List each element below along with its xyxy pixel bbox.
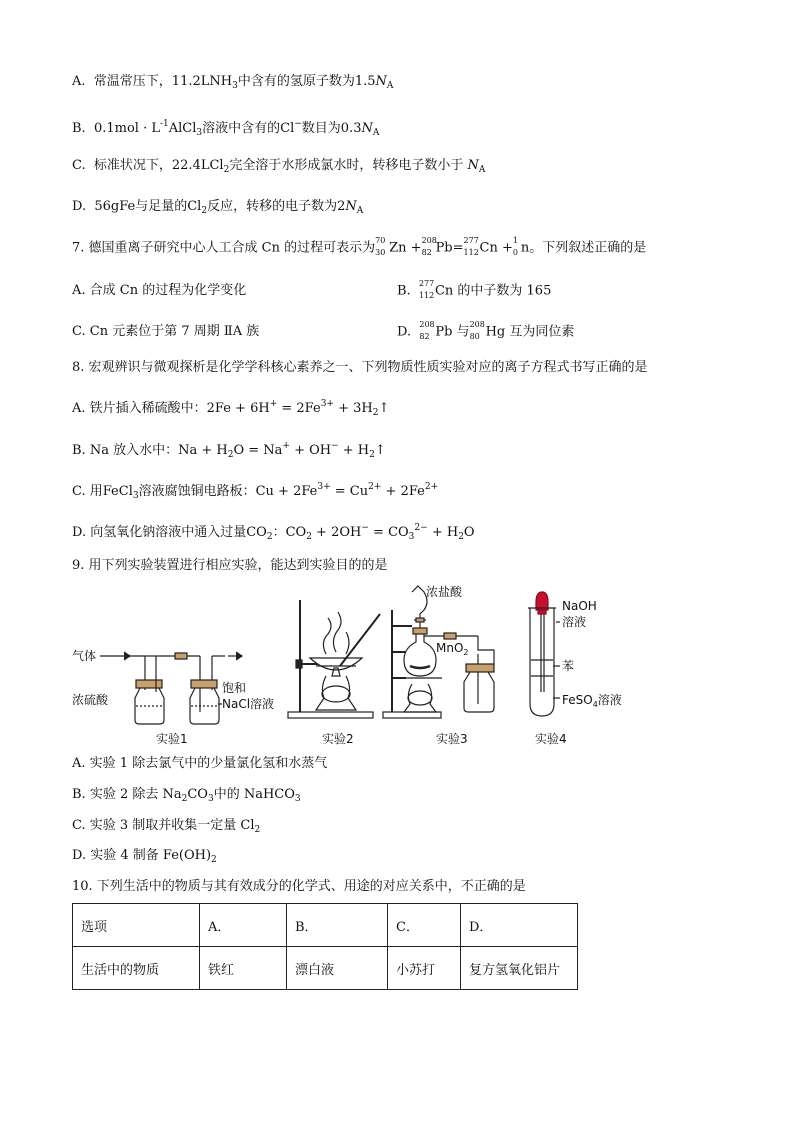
label-saturated: 饱和 [222,681,247,695]
label-nacl-solution: NaCl溶液 [222,697,275,711]
label-experiment-1: 实验1 [156,732,188,746]
table-cell: A． [200,904,287,947]
label-experiment-2: 实验2 [322,732,354,746]
label-conc-h2so4: 浓硫酸 [72,693,109,707]
experiment-2-apparatus [288,600,380,746]
q8-option-c: C. 用FeCl$_3$溶液腐蚀铜电路板：$Cu + 2Fe^{3+} = Cu^{2+} + 2Fe^{2+}$ [72,482,439,501]
q6-option-a: A. 常温常压下，$11.2LNH_3$中含有的氢原子数为$1.5N_A$ [72,74,394,91]
experiment-4-apparatus [528,592,622,746]
q7-option-c: C. Cn 元素位于第 7 周期 ⅡA 族 [72,324,260,339]
q8-option-d: D. 向氢氧化钠溶液中通入过量$CO_2$：$CO_2 + 2OH^- = CO_3^{2-} + H_2O$ [72,523,475,542]
label-naoh-solution: 溶液 [562,615,587,629]
q6-option-d: D. 56gFe与足量的$Cl_2$反应，转移的电子数为$2N_A$ [72,199,364,216]
table-cell: 复方氢氧化铝片 [461,947,578,990]
q8-stem: 8. 宏观辨识与微观探析是化学学科核心素养之一、下列物质性质实验对应的离子方程式书写正确的是 [72,360,648,375]
experiment-1-apparatus [72,648,274,746]
label-naoh: NaOH [562,599,597,613]
label-feso4: FeSO$_4$溶液 [562,693,622,709]
label-mno2: MnO$_2$ [436,641,469,657]
table-cell: B． [287,904,388,947]
table-cell: 选项 [73,904,200,947]
q9-option-c: C. 实验 3 制取并收集一定量 $Cl_2$ [72,818,261,835]
experiment-3-apparatus [383,584,494,746]
label-experiment-3: 实验3 [436,732,468,746]
q7-stem: 7. 德国重离子研究中心人工合成 Cn 的过程可表示为 70 30 Zn + 208 82 Pb= 277 112 Cn + 1 0 n。下列叙述正确的是 [72,236,647,257]
q8-option-b: B. Na 放入水中：$Na + H_2O = Na^+ + OH^-$ + $H_2↑$ [72,441,386,460]
q9-option-d: D. 实验 4 制备 $Fe(OH)_2$ [72,848,217,865]
q9-stem: 9. 用下列实验装置进行相应实验，能达到实验目的的是 [72,558,388,573]
q9-apparatus-figure [0,580,794,755]
label-benzene: 苯 [562,659,575,673]
label-gas: 气体 [72,649,97,663]
q9-option-b: B. 实验 2 除去 $Na_2CO_3$中的 NaHCO$_3$ [72,787,301,804]
q7-option-a: A. 合成 Cn 的过程为化学变化 [72,283,247,298]
label-conc-hcl: 浓盐酸 [426,585,463,599]
q6-option-b: B. $0.1mol \cdot L^{-1}AlCl_3$溶液中含有的Cl−数目为$0.3N_A$ [72,119,380,138]
table-cell: 生活中的物质 [73,947,200,990]
label-experiment-4: 实验4 [535,732,567,746]
q6-option-c: C. 标准状况下，22.4LCl$_2$完全溶于水形成氯水时，转移电子数小于 $N_A$ [72,158,486,175]
table-row [73,947,578,990]
table-cell: 漂白液 [287,947,388,990]
table-cell: 小苏打 [388,947,461,990]
table-cell: 铁红 [200,947,287,990]
q7-option-d: D. 208 82 Pb 与 208 80 Hg 互为同位素 [397,320,575,341]
q8-option-a: A. 铁片插入稀硫酸中：$2Fe + 6H^+ = 2Fe^{3+}$ + $3H_2↑$ [72,399,390,418]
table-row [73,904,578,947]
q10-stem: 10. 下列生活中的物质与其有效成分的化学式、用途的对应关系中，不正确的是 [72,879,526,894]
table-cell: C． [388,904,461,947]
q9-option-a: A. 实验 1 除去氯气中的少量氯化氢和水蒸气 [72,756,328,771]
table-cell: D． [461,904,578,947]
q10-table [72,903,578,990]
q7-option-b: B. 277 112 Cn 的中子数为 165 [397,279,552,300]
